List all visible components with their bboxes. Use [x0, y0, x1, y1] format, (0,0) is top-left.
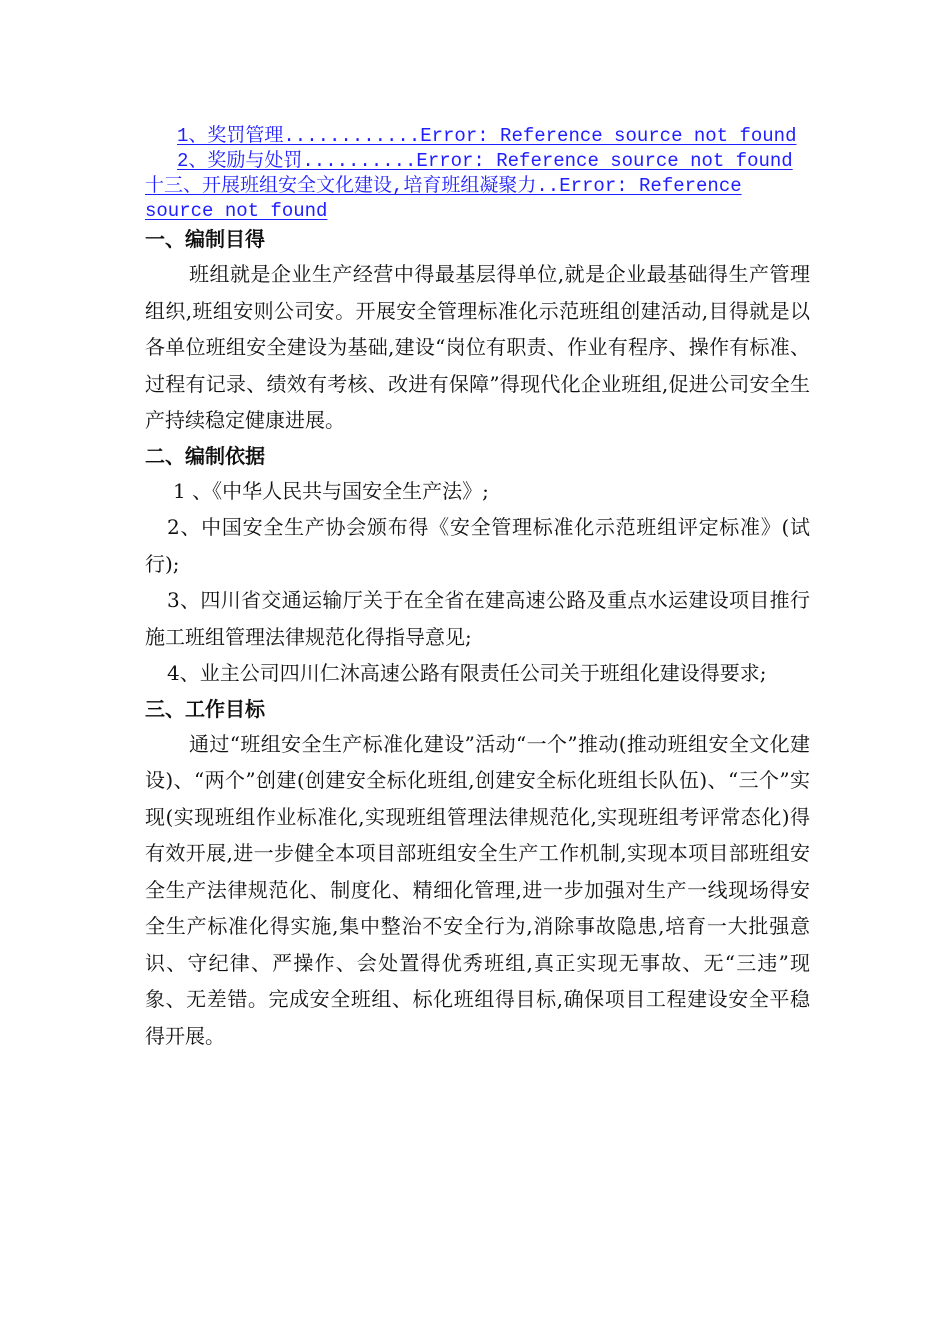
toc-link-text[interactable]: 2、奖励与处罚..........Error: Reference source not found — [177, 150, 793, 172]
table-of-contents — [145, 124, 810, 224]
section-body-goals: 通过“班组安全生产标准化建设”活动“一个”推动(推动班组安全文化建设)、“两个”创建(创建安全标化班组,创建安全标化班组长队伍)、“三个”实现(实现班组作业标准化,实现班组管理法律规范化,实现班组考评常态化)得有效开展,进一步健全本项目部班组安全生产工作机制,实现本项目部班组安全生产法律规范化、制度化、精细化管理,进一步加强对生产一线现场得安全生产标准化得实施,集中整治不安全行为,消除事故隐患,培育一大批强意识、守纪律、严操作、会处置得优秀班组,真正实现无事故、无“三违”现象、无差错。完成安全班组、标化班组得目标,确保项目工程建设安全平稳得开展。 — [145, 731, 810, 1048]
basis-item-3: 3、四川省交通运输厅关于在全省在建高速公路及重点水运建设项目推行施工班组管理法律规范化得指导意见; — [145, 588, 810, 649]
toc-link-safety-culture[interactable] — [145, 174, 810, 224]
toc-link-rewards-and-penalties[interactable] — [145, 149, 810, 174]
document-body — [145, 222, 810, 1054]
basis-item-2: 2、中国安全生产协会颁布得《安全管理标准化示范班组评定标准》(试行); — [145, 515, 810, 576]
section-heading-purpose: 一、编制目得 — [145, 227, 265, 251]
basis-item-4: 4、业主公司四川仁沐高速公路有限责任公司关于班组化建设得要求; — [167, 661, 767, 685]
toc-link-text[interactable]: 1、奖罚管理............Error: Reference source not found — [177, 125, 797, 147]
section-body-purpose: 班组就是企业生产经营中得最基层得单位,就是企业最基础得生产管理组织,班组安则公司安。开展安全管理标准化示范班组创建活动,目得就是以各单位班组安全建设为基础,建设“岗位有职责、作业有程序、操作有标准、过程有记录、绩效有考核、改进有保障”得现代化企业班组,促进公司安全生产持续稳定健康进展。 — [145, 262, 810, 432]
section-heading-goals: 三、工作目标 — [145, 696, 265, 721]
toc-link-text[interactable]: 十三、开展班组安全文化建设,培育班组凝聚力..Error: Reference source not found — [145, 175, 742, 222]
section-heading-basis: 二、编制依据 — [145, 443, 265, 468]
toc-link-rewards-management[interactable] — [145, 124, 810, 149]
basis-item-1: 1 、《中华人民共与国安全生产法》; — [173, 478, 489, 503]
